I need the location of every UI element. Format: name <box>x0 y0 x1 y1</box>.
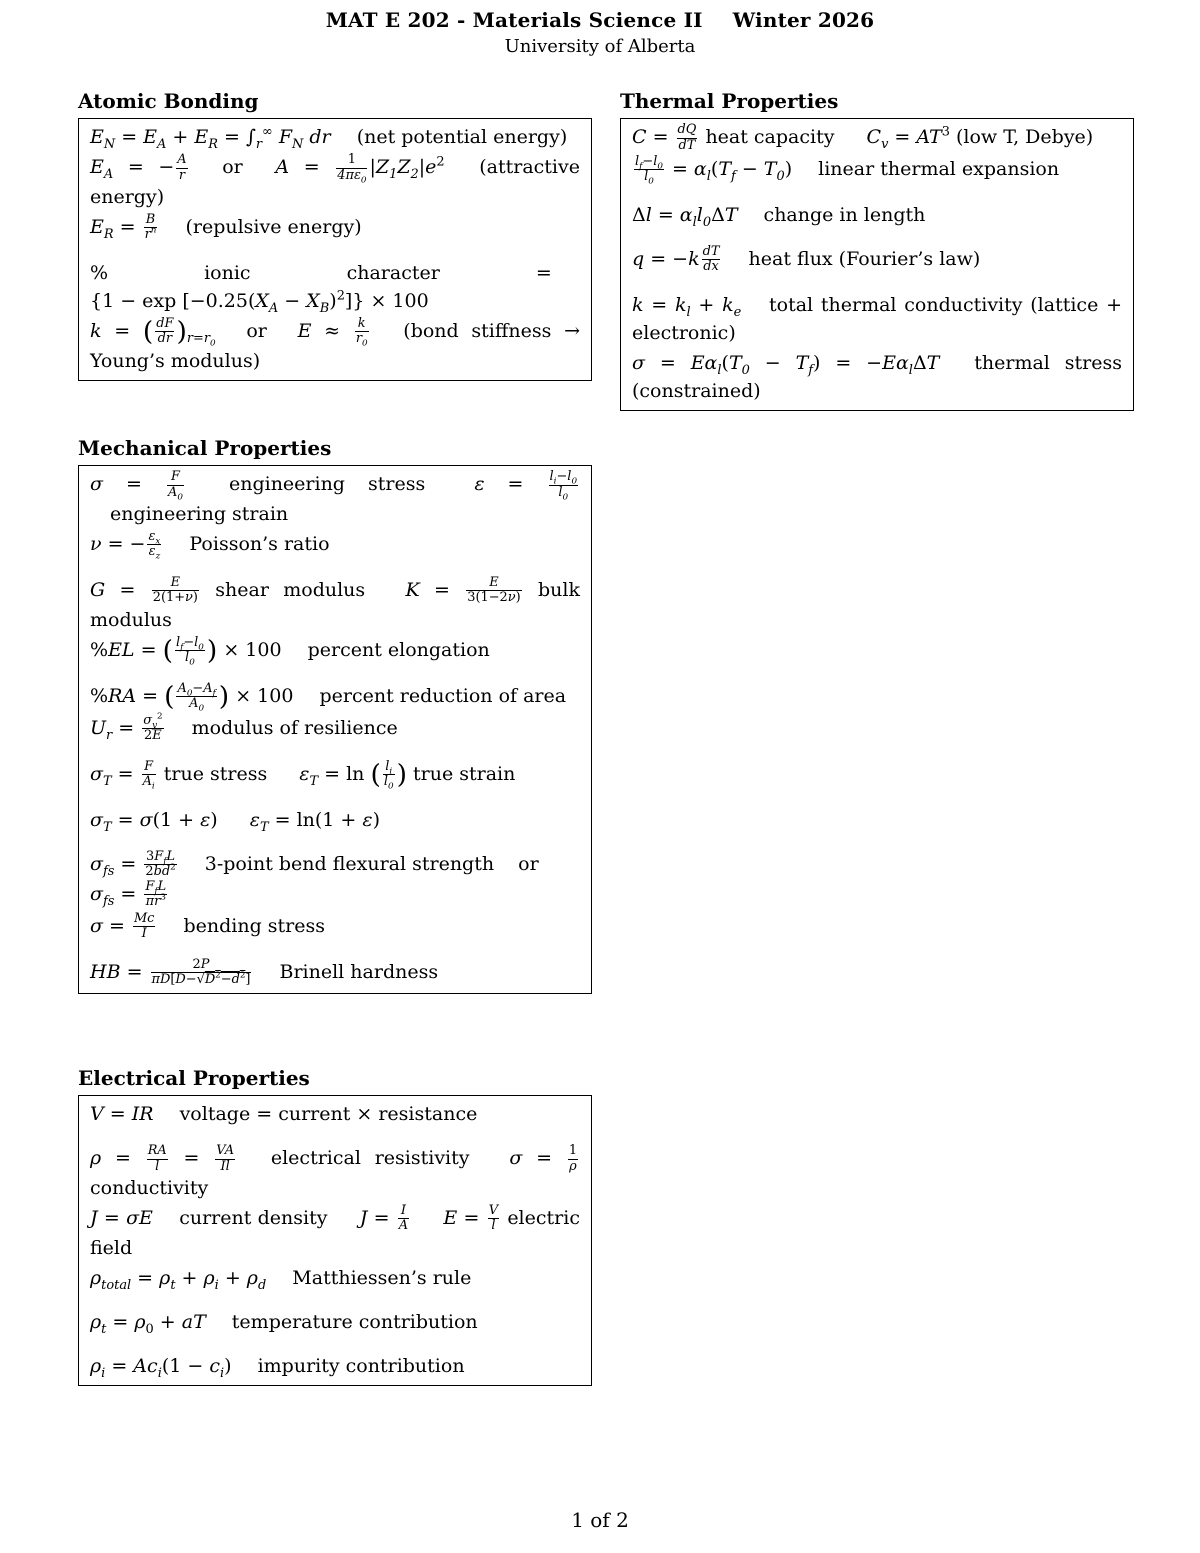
section-atomic-bonding <box>78 88 592 381</box>
formula-row: $\sigma_T = \sigma(1 + \varepsilon) \varepsilon_T = \ln(1 + \varepsilon)$ <box>90 808 381 835</box>
formula-description: 3-point bend flexural strength <box>204 852 495 875</box>
formula-description: (bond stiffness → Young’s modulus) <box>90 319 580 372</box>
formula-description: temperature contribution <box>231 1310 478 1333</box>
page-header <box>0 8 1200 57</box>
formula-box <box>78 465 592 994</box>
formula-row: $\rho_{total} = \rho_t + \rho_i + \rho_d$ Matthiessen’s rule <box>90 1266 472 1293</box>
formula-row: $\sigma_T$ = $\frac{F}{A_i}$ true stress $\varepsilon_T = \ln$ ( $\frac{l_i}{l_0}$ ) true strain <box>90 758 516 792</box>
formula-row: %EL = ( $\frac{l_f-l_0}{l_0}$ ) × 100 percent elongation <box>90 634 490 668</box>
formula-description: (repulsive energy) <box>185 215 362 238</box>
formula-description: thermal stress (constrained) <box>632 351 1122 402</box>
formula-row: J = σE current density J = $\frac{I}{A}$ E = $\frac{V}{l}$ electric field <box>90 1203 580 1259</box>
formula-row: %RA = ( $\frac{A_0-A_f}{A_0}$ ) × 100 percent reduction of area <box>90 680 567 714</box>
formula-box <box>620 118 1134 411</box>
section-title: Atomic Bonding <box>78 89 259 113</box>
section-title: Thermal Properties <box>620 89 839 113</box>
formula-description: % ionic character = <box>90 261 552 284</box>
formula-description: engineering stress <box>228 473 426 495</box>
formula-row: % ionic character = $\{1 - \exp [-0.25(X_A - X_B)^2]\} \times 100$ <box>90 261 552 316</box>
formula-row: $\sigma = E\alpha_l(T_0 - T_f) = -E\alpha_l\Delta T$ thermal stress (constrained) <box>632 351 1122 402</box>
formula-description: bending stress <box>183 914 326 937</box>
formula-row: $E_A$ = − $\frac{A}{r}$ or A = $\frac{1}{4\pi\varepsilon_0}$ $|Z_1Z_2|e^2$ (attractive energy) <box>90 152 580 208</box>
formula-description: electric field <box>90 1206 580 1259</box>
formula-row: $k = k_l + k_e$ total thermal conductivity (lattice + electronic) <box>632 293 1122 344</box>
formula-description: heat capacity <box>705 126 835 148</box>
or-word: or <box>246 319 267 342</box>
formula-description: Brinell hardness <box>279 960 439 983</box>
formula-description: Matthiessen’s rule <box>292 1266 472 1289</box>
formula-row: $U_r$ = $\frac{\sigma_y^2}{2E}$ modulus of resilience <box>90 711 398 744</box>
formula-row: $E_R$ = $\frac{B}{r^n}$ (repulsive energy) <box>90 212 362 243</box>
page-number: 1 of 2 <box>571 1508 629 1532</box>
section-electrical-properties <box>78 1065 592 1386</box>
formula-description: true stress <box>163 762 268 785</box>
formula-description: shear modulus <box>215 578 366 601</box>
course-title <box>0 8 1200 32</box>
formula-description: voltage = current × resistance <box>179 1103 478 1125</box>
or-word: or <box>518 852 539 875</box>
formula-description: true strain <box>413 762 516 785</box>
formula-description: (low T, Debye) <box>955 126 1094 148</box>
formula-row: ρ = $\frac{RA}{l}$ = $\frac{VA}{Il}$ electrical resistivity σ = $\frac{1}{\rho}$ conductivity <box>90 1143 578 1199</box>
formula-row: C = $\frac{dQ}{dT}$ heat capacity $C_v = AT^3$ (low T, Debye) <box>632 122 1094 153</box>
formula-description: electrical resistivity <box>270 1147 470 1169</box>
section-title: Electrical Properties <box>78 1066 310 1090</box>
formula-description: engineering strain <box>110 502 289 525</box>
formula-row: $E_N = E_A + E_R = \int_r^\infty$ $F_N$ dr (net potential energy) <box>90 124 568 152</box>
formula-description: Poisson’s ratio <box>189 532 330 555</box>
formula-description: linear thermal expansion <box>818 157 1060 180</box>
formula-description: percent reduction of area <box>319 684 567 707</box>
formula-description: (net potential energy) <box>356 126 568 148</box>
formula-row: ν = − $\frac{\varepsilon_x}{\varepsilon_z}$ Poisson’s ratio <box>90 529 330 563</box>
formula-description: impurity contribution <box>257 1354 465 1377</box>
formula-description: total thermal conductivity (lattice + electronic) <box>632 293 1122 344</box>
formula-box <box>78 1095 592 1386</box>
formula-row: $\sigma_{fs}$ = $\frac{3F_fL}{2bd^2}$ 3-point bend flexural strength or $\sigma_{fs}$ = $\frac{F_fL}{\pi r^3}$ <box>90 848 539 910</box>
section-mechanical-properties <box>78 435 592 994</box>
formula-row: G = $\frac{E}{2(1+\nu)}$ shear modulus K = $\frac{E}{3(1-2\nu)}$ bulk modulus <box>90 574 580 631</box>
formula-description: current density <box>179 1206 328 1229</box>
or-word: or <box>222 156 243 178</box>
formula-row: $\Delta l = \alpha_ll_0\Delta T$ change in length <box>632 203 926 230</box>
formula-row: HB = $\frac{2P}{\pi D[D-√D^2-d^2]}$ Brinell hardness <box>90 956 439 988</box>
formula-description: modulus of resilience <box>191 716 398 739</box>
formula-description: conductivity <box>90 1176 209 1199</box>
formula-description: (attractive energy) <box>90 156 580 208</box>
section-thermal-properties <box>620 88 1134 411</box>
formula-box <box>78 118 592 381</box>
formula-row: k = ( $\frac{dF}{dr}$ )$_{r=r_0}$ or E ≈ $\frac{k}{r_0}$ (bond stiffness → Young’s modulus) <box>90 315 580 372</box>
course-term: Winter 2026 <box>732 8 875 32</box>
course-name: MAT E 202 - Materials Science II <box>325 8 703 32</box>
formula-row: V = IR voltage = current × resistance <box>90 1103 478 1125</box>
formula-row: q = −k $\frac{dT}{dx}$ heat flux (Fourier’s law) <box>632 243 981 275</box>
formula-description: percent elongation <box>307 638 490 661</box>
formula-row: σ = $\frac{Mc}{I}$ bending stress <box>90 910 326 942</box>
institution-name: University of Alberta <box>504 36 696 57</box>
formula-row: $\frac{l_f-l_0}{l_0}$ = $\alpha_l(T_f - T_0)$ linear thermal expansion <box>635 154 1060 188</box>
formula-description: bulk modulus <box>90 578 580 631</box>
section-title: Mechanical Properties <box>78 436 332 460</box>
formula-row: σ = $\frac{F}{A_0}$ engineering stress ε = $\frac{l_i-l_0}{l_0}$ engineering strain <box>90 469 578 525</box>
formula-description: heat flux (Fourier’s law) <box>748 247 981 270</box>
formula-description: change in length <box>763 203 926 226</box>
formula-row: $\rho_i = Ac_i(1 - c_i)$ impurity contribution <box>90 1354 465 1381</box>
formula-row: $\rho_t = \rho_0$ + aT temperature contribution <box>90 1310 478 1337</box>
